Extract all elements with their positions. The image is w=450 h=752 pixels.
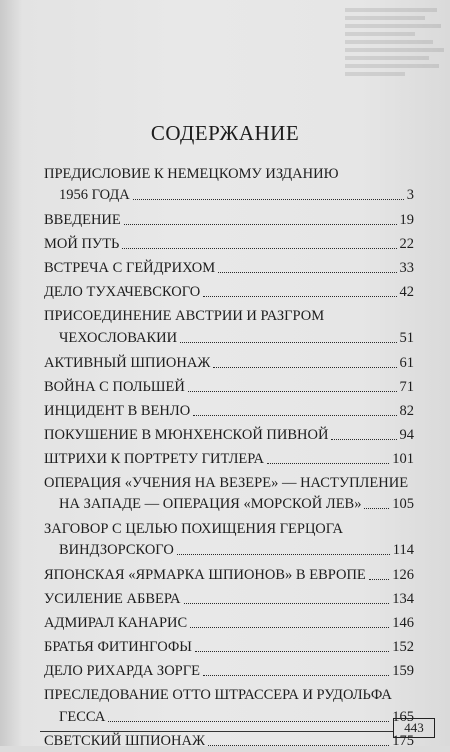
dot-leader — [203, 674, 389, 676]
toc-entry-title: ВИНДЗОРСКОГО — [59, 542, 174, 558]
dot-leader — [203, 295, 396, 297]
toc-entry-line — [44, 424, 414, 446]
toc-entry-line — [44, 612, 414, 634]
toc-page-number: 152 — [392, 639, 414, 655]
toc-entry-line — [44, 400, 414, 422]
toc-entry-title: АКТИВНЫЙ ШПИОНАЖ — [44, 355, 211, 371]
toc-entry-title: ПОКУШЕНИЕ В МЮНХЕНСКОЙ ПИВНОЙ — [44, 427, 329, 443]
dot-leader — [188, 390, 397, 392]
toc-page-number: 175 — [392, 733, 414, 749]
toc-entry-line — [44, 588, 414, 610]
toc-entry-title: АДМИРАЛ КАНАРИС — [44, 615, 188, 631]
dot-leader — [267, 462, 389, 464]
dot-leader — [108, 720, 389, 722]
toc-entry-title: ИНЦИДЕНТ В ВЕНЛО — [44, 403, 191, 419]
dot-leader — [122, 247, 396, 249]
toc-entry-title: МОЙ ПУТЬ — [44, 236, 120, 252]
toc-page-number: 105 — [392, 496, 414, 512]
toc-entry-line — [44, 684, 414, 706]
dot-leader — [195, 650, 389, 652]
toc-page-number: 146 — [392, 615, 414, 631]
toc-page-number: 134 — [392, 591, 414, 607]
toc-entry-line — [44, 660, 414, 682]
toc-entry-line — [44, 518, 414, 540]
toc-entry-title: ВСТРЕЧА С ГЕЙДРИХОМ — [44, 260, 216, 276]
toc-page-number: 159 — [392, 663, 414, 679]
toc-page-number: 61 — [399, 355, 414, 371]
toc-entry-line — [44, 305, 414, 327]
toc-entry-line — [44, 564, 414, 586]
dot-leader — [193, 414, 396, 416]
toc-entry-line — [44, 163, 414, 185]
toc-entry-line — [59, 493, 414, 515]
toc-entry-title: ДЕЛО ТУХАЧЕВСКОГО — [44, 284, 201, 300]
toc-page-number: 42 — [399, 284, 414, 300]
dot-leader — [124, 223, 397, 225]
toc-entry-title: ОПЕРАЦИЯ «УЧЕНИЯ НА ВЕЗЕРЕ» — НАСТУПЛЕНИЕ — [44, 475, 409, 491]
toc-entry-line — [44, 472, 414, 494]
dot-leader — [369, 578, 389, 580]
toc-entry-line — [59, 327, 414, 349]
toc-entry-title: БРАТЬЯ ФИТИНГОФЫ — [44, 639, 192, 655]
footer-rule — [40, 731, 393, 732]
toc-page-number: 51 — [399, 330, 414, 346]
toc-entry-title: ЯПОНСКАЯ «ЯРМАРКА ШПИОНОВ» В ЕВРОПЕ — [44, 567, 366, 583]
toc-page-number: 33 — [399, 260, 414, 276]
toc-page-number: 114 — [392, 542, 414, 558]
dot-leader — [184, 602, 390, 604]
toc-entry-title: ЧЕХОСЛОВАКИИ — [59, 330, 178, 346]
toc-page-number: 165 — [392, 709, 414, 725]
toc-page-number: 94 — [399, 427, 414, 443]
toc-entry-title: НА ЗАПАДЕ — ОПЕРАЦИЯ «МОРСКОЙ ЛЕВ» — [59, 496, 362, 512]
dot-leader — [133, 198, 404, 200]
toc-entry-title: УСИЛЕНИЕ АБВЕРА — [44, 591, 181, 607]
page-number: 443 — [393, 718, 435, 738]
toc-entry-line — [44, 352, 414, 374]
toc-entry-line — [59, 706, 414, 728]
toc-entry-title: ВОЙНА С ПОЛЬШЕЙ — [44, 379, 185, 395]
toc-entry-title: ПРЕДИСЛОВИЕ К НЕМЕЦКОМУ ИЗДАНИЮ — [44, 166, 339, 182]
dot-leader — [180, 341, 396, 343]
toc-entry-line — [59, 184, 414, 206]
dot-leader — [213, 366, 396, 368]
toc-entry-line — [44, 257, 414, 279]
toc-entry-title: ГЕССА — [59, 709, 106, 725]
toc-entry-line — [44, 730, 414, 752]
toc-entry-line — [44, 209, 414, 231]
dot-leader — [331, 438, 396, 440]
toc-page-number: 101 — [392, 451, 414, 467]
toc-entry-title: ПРЕСЛЕДОВАНИЕ ОТТО ШТРАССЕРА И РУДОЛЬФА — [44, 687, 392, 703]
toc-entry-title: 1956 ГОДА — [59, 187, 130, 203]
toc-entry-line — [44, 376, 414, 398]
dot-leader — [364, 507, 389, 509]
dot-leader — [218, 271, 396, 273]
toc-entry-line — [44, 233, 414, 255]
toc-entry-line — [44, 636, 414, 658]
toc-page-number: 22 — [399, 236, 414, 252]
toc-entry-title: ШТРИХИ К ПОРТРЕТУ ГИТЛЕРА — [44, 451, 264, 467]
toc-entry-line — [44, 448, 414, 470]
toc-page-number: 71 — [399, 379, 414, 395]
toc-entry-title: ВВЕДЕНИЕ — [44, 212, 121, 228]
toc-entry-title: ДЕЛО РИХАРДА ЗОРГЕ — [44, 663, 200, 679]
toc-entry-title: СВЕТСКИЙ ШПИОНАЖ — [44, 733, 205, 749]
toc-entry-title: ЗАГОВОР С ЦЕЛЬЮ ПОХИЩЕНИЯ ГЕРЦОГА — [44, 521, 343, 537]
dot-leader — [177, 553, 390, 555]
toc-entry-line — [59, 539, 414, 561]
toc-page-number: 19 — [399, 212, 414, 228]
toc-page-number: 82 — [399, 403, 414, 419]
page-title: СОДЕРЖАНИЕ — [150, 121, 300, 145]
dot-leader — [190, 626, 389, 628]
toc-page-number: 3 — [406, 187, 414, 203]
toc-entry-title: ПРИСОЕДИНЕНИЕ АВСТРИИ И РАЗГРОМ — [44, 308, 325, 324]
toc-entry-line — [44, 281, 414, 303]
toc-page-number: 126 — [392, 567, 414, 583]
